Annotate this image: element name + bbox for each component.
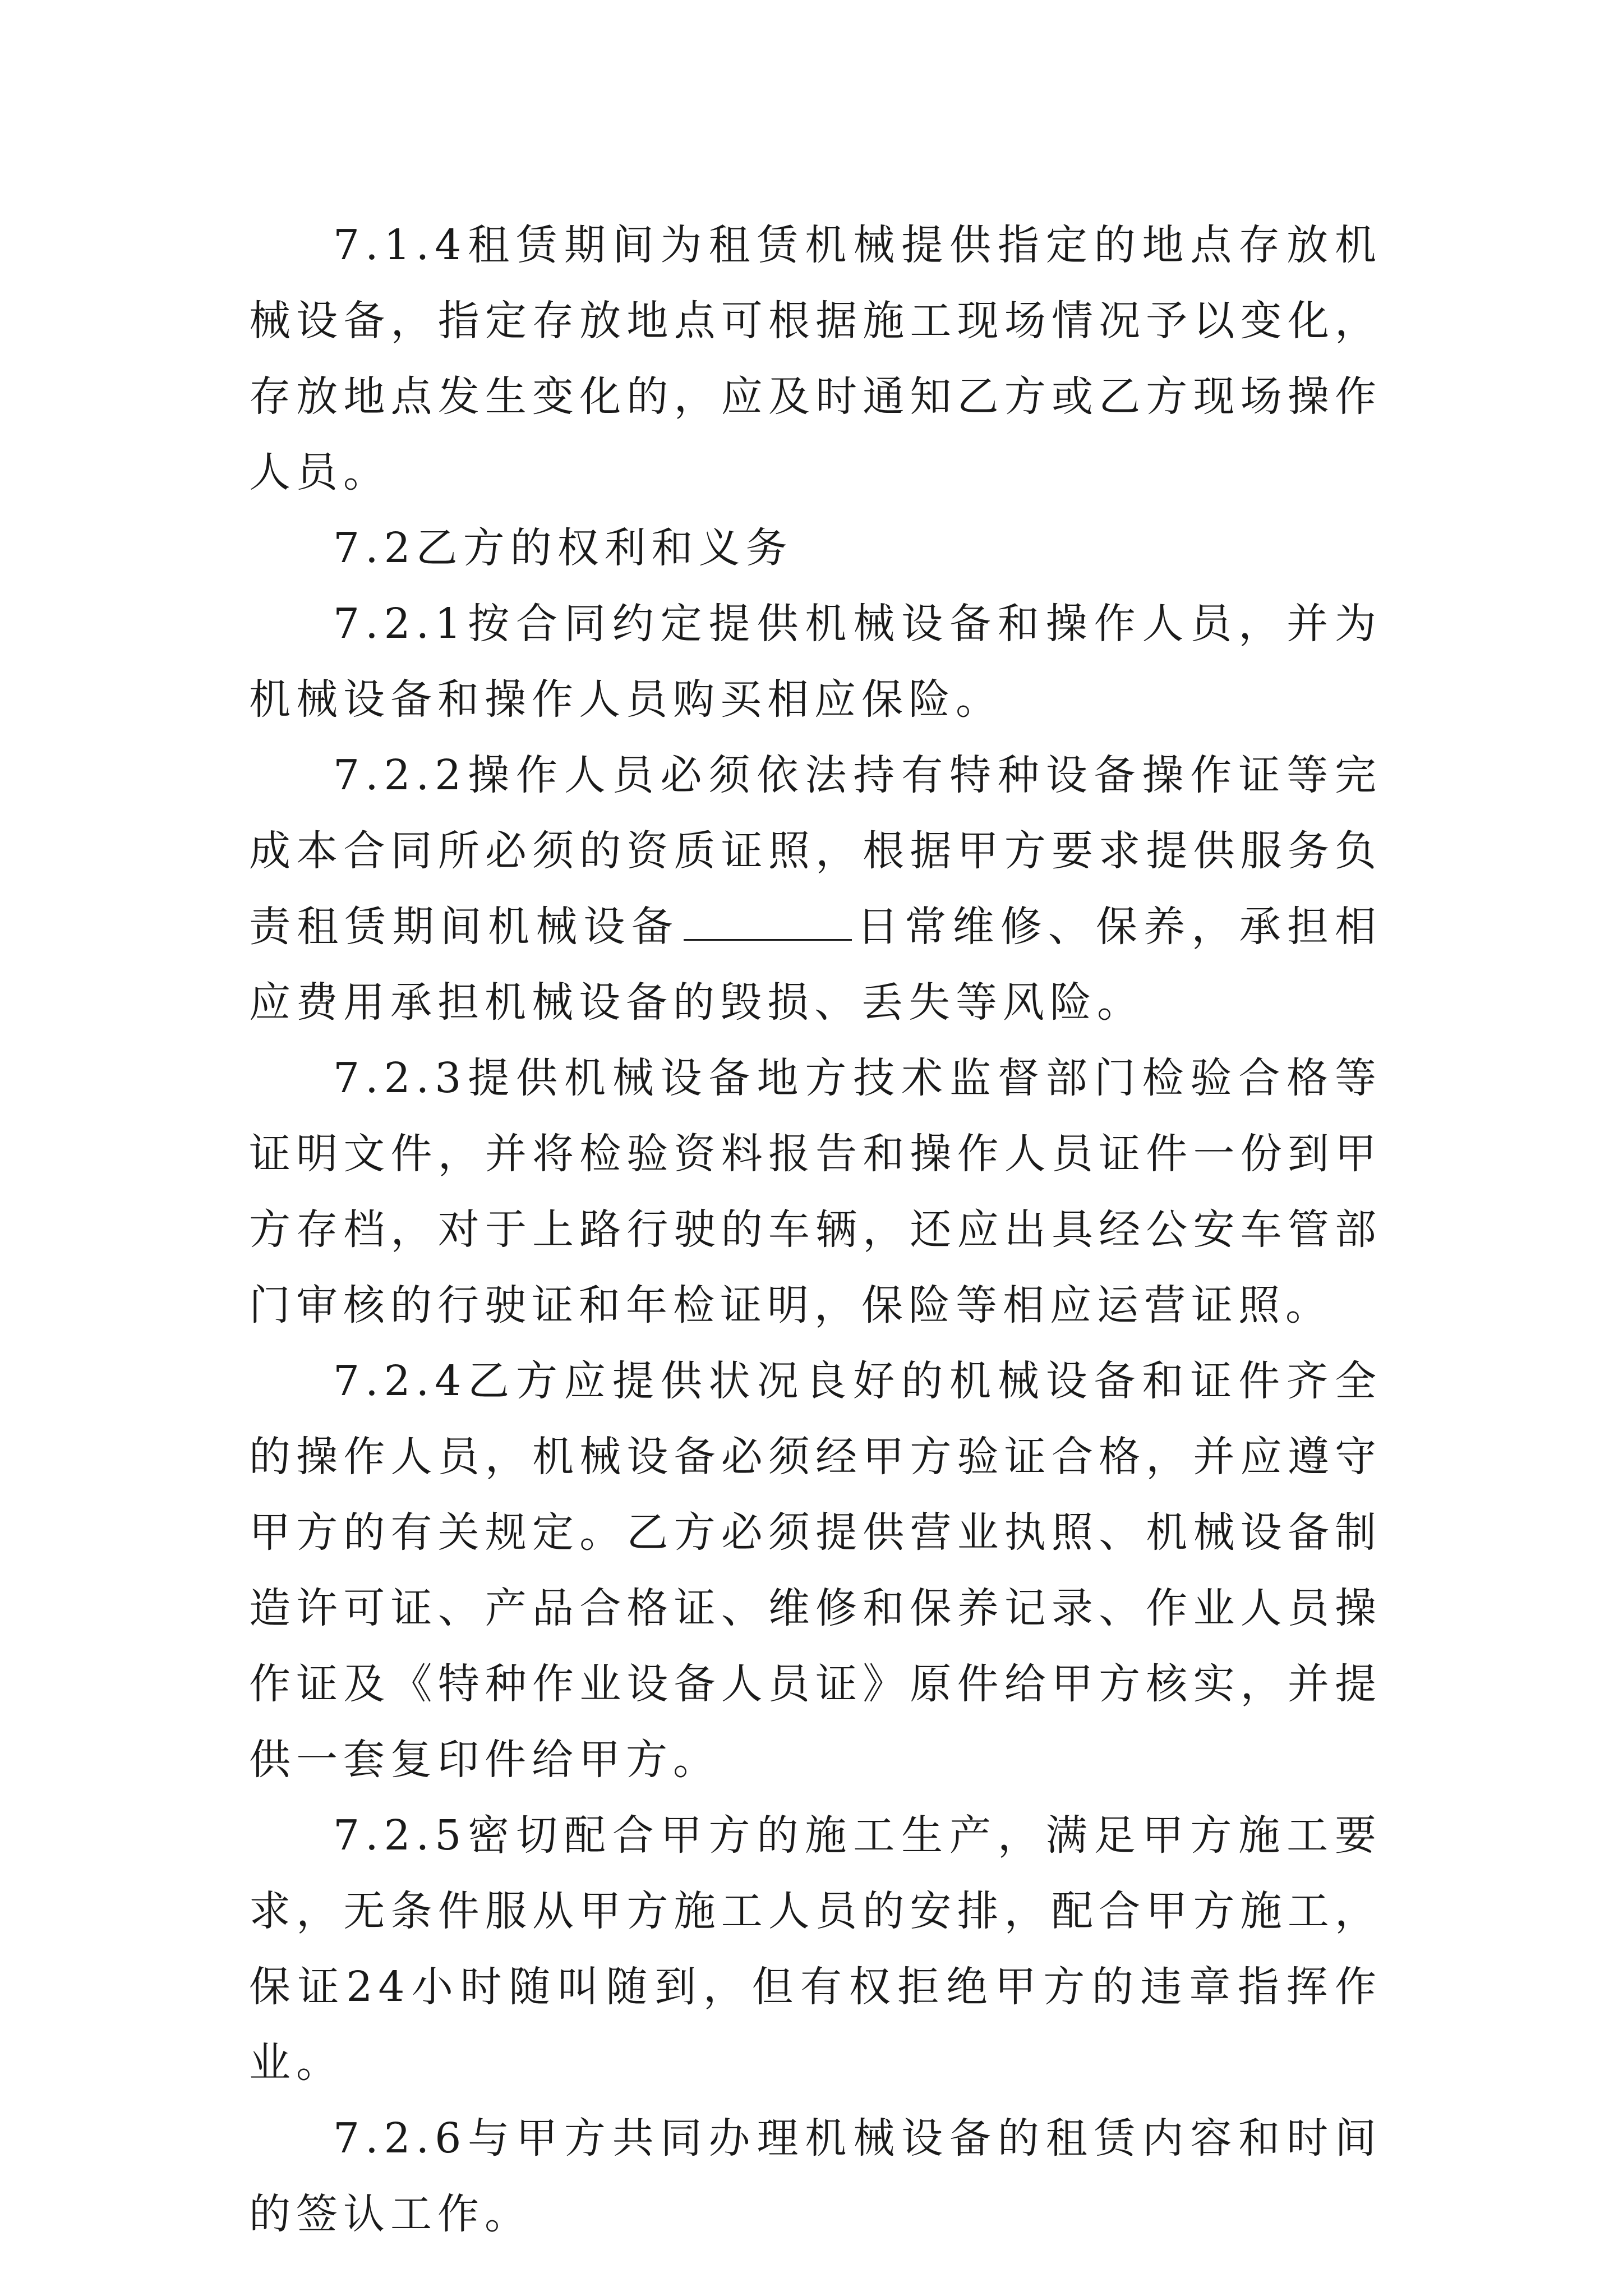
paragraph-7-2-4: 7.2.4乙方应提供状况良好的机械设备和证件齐全的操作人员，机械设备必须经甲方验证合格，并应遵守甲方的有关规定。乙方必须提供营业执照、机械设备制造许可证、产品合格证、维修和保养记录、作业人员操作证及《特种作业设备人员证》原件给甲方核实，并提供一套复印件给甲方。 bbox=[249, 1357, 1382, 1784]
fill-in-blank bbox=[684, 904, 852, 941]
document-body bbox=[249, 208, 1382, 2252]
paragraph-7-2-6: 7.2.6与甲方共同办理机械设备的租赁内容和时间的签认工作。 bbox=[249, 2114, 1382, 2238]
paragraph-7-2-3: 7.2.3提供机械设备地方技术监督部门检验合格等证明文件，并将检验资料报告和操作人员证件一份到甲方存档，对于上路行驶的车辆，还应出具经公安车管部门审核的行驶证和年检证明，保险等相应运营证照。 bbox=[249, 1054, 1382, 1329]
section-heading-7-2: 7.2乙方的权利和义务 bbox=[333, 524, 793, 572]
paragraph-7-2-2-part2: 日常维修、保养，承担相应费用承担机械设备的毁损、丢失等风险。 bbox=[249, 903, 1382, 1027]
paragraph-7-2-1: 7.2.1按合同约定提供机械设备和操作人员，并为机械设备和操作人员购买相应保险。 bbox=[249, 600, 1382, 724]
paragraph-7-1-4: 7.1.4租赁期间为租赁机械提供指定的地点存放机械设备，指定存放地点可根据施工现场情况予以变化，存放地点发生变化的，应及时通知乙方或乙方现场操作人员。 bbox=[249, 221, 1382, 496]
paragraph-7-2-5: 7.2.5密切配合甲方的施工生产，满足甲方施工要求，无条件服从甲方施工人员的安排，配合甲方施工，保证24小时随叫随到，但有权拒绝甲方的违章指挥作业。 bbox=[249, 1811, 1382, 2087]
paragraph-7-2-2 bbox=[249, 738, 1382, 1041]
paragraph-7-2-2-part1: 7.2.2操作人员必须依法持有特种设备操作证等完成本合同所必须的资质证照，根据甲方要求提供服务负责租赁期间机械设备 bbox=[249, 751, 1382, 951]
